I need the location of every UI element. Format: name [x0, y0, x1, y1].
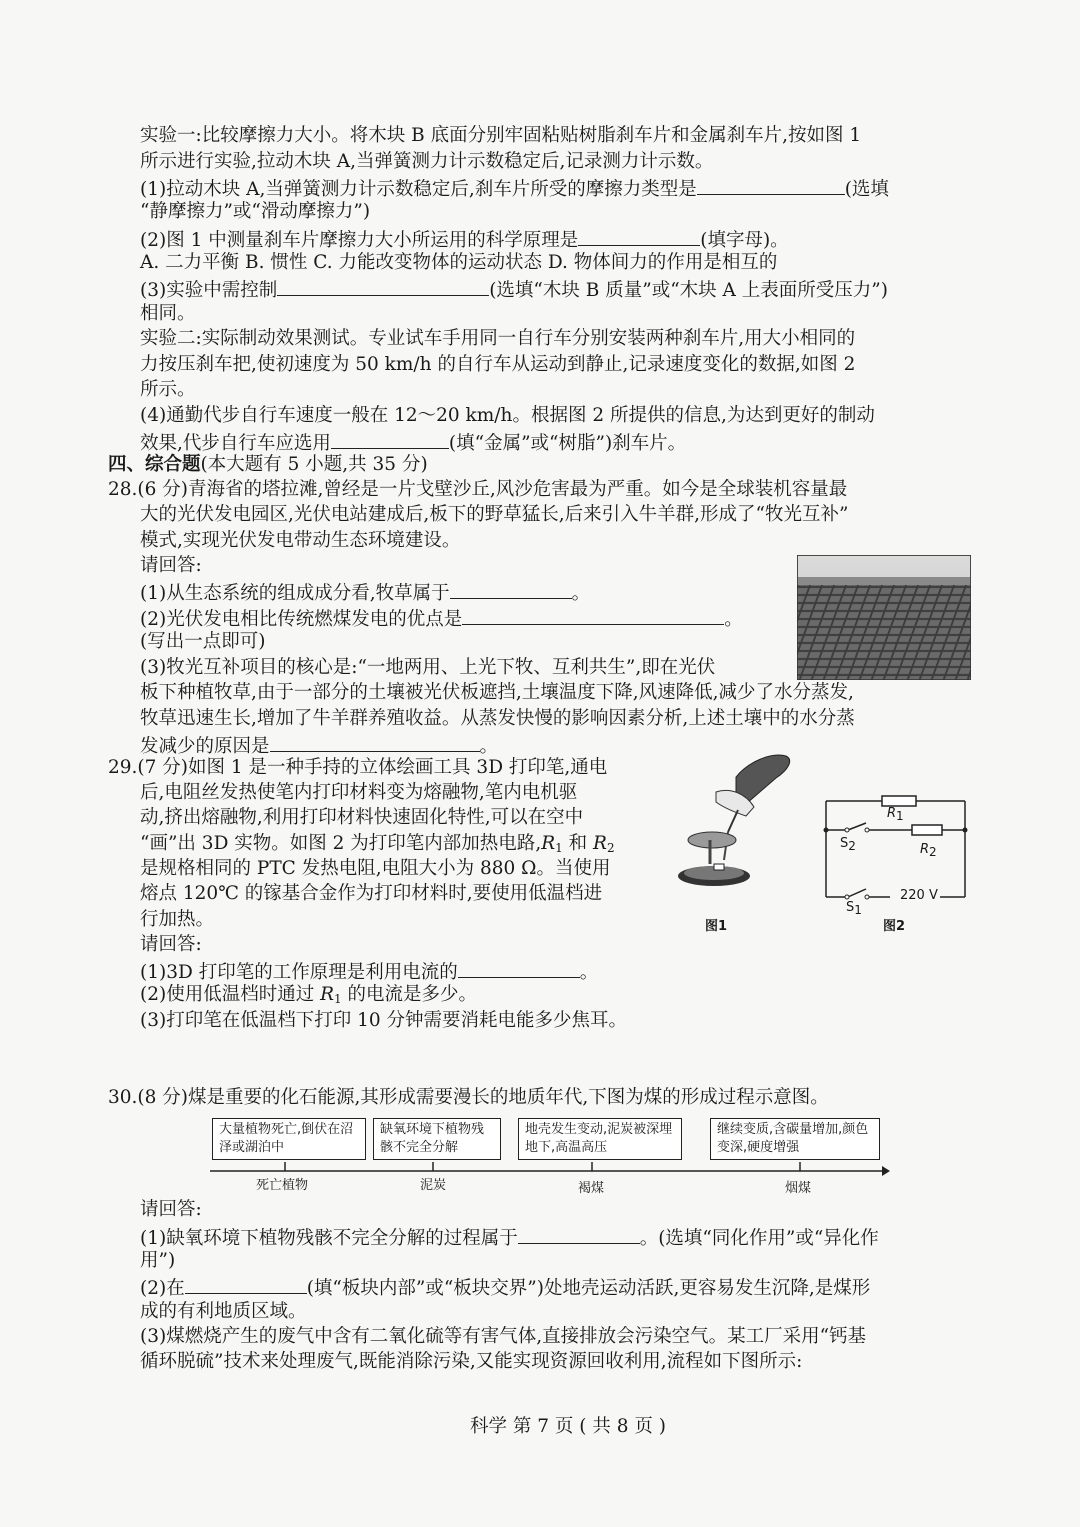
q28-line3: 模式,实现光伏发电带动生态环境建设。 — [140, 530, 461, 551]
q28-sub2-note: (写出一点即可) — [140, 631, 266, 652]
r2-symbol: R — [593, 833, 607, 854]
answer-blank[interactable] — [450, 578, 572, 599]
q30-sub1 — [140, 1223, 879, 1252]
q1-text: (1)拉动木块 A,当弹簧测力计示数稳定后,刹车片所受的摩擦力类型是 — [140, 179, 697, 200]
q30-sub2 — [140, 1273, 870, 1302]
coal-stage-box-4: 继续变质,含碳量增加,颜色变深,硬度增强 — [710, 1118, 880, 1160]
section-note: (本大题有 5 小题,共 35 分) — [200, 454, 428, 475]
coal-stage-box-2: 缺氧环境下植物残骸不完全分解 — [373, 1118, 501, 1160]
q29-line3: 动,挤出熔融物,利用打印材料快速固化特性,可以在空中 — [140, 807, 584, 828]
q29-line4-text: “画”出 3D 实物。如图 2 为打印笔内部加热电路, — [140, 833, 542, 854]
page-footer: 科学 第 7 页 ( 共 8 页 ) — [470, 1416, 667, 1437]
q30-sub3-line1: (3)煤燃烧产生的废气中含有二氧化硫等有害气体,直接排放会污染空气。某工厂采用“钙基 — [140, 1326, 867, 1347]
period: 。 — [571, 583, 591, 604]
q29-line2: 后,电阻丝发热使笔内打印材料变为熔融物,笔内电机驱 — [140, 782, 578, 803]
exp1-line1: 实验一:比较摩擦力大小。将木块 B 底面分别牢固粘贴树脂刹车片和金属刹车片,按如图 1 — [140, 125, 862, 146]
exp1-q2-options: A. 二力平衡 B. 惯性 C. 力能改变物体的运动状态 D. 物体间力的作用是相互的 — [140, 252, 778, 273]
solar-farm-photo — [797, 555, 971, 680]
and-text: 和 — [562, 833, 594, 854]
answer-blank[interactable] — [578, 225, 700, 246]
q29-sub1-text: (1)3D 打印笔的工作原理是利用电流的 — [140, 962, 458, 983]
q28-sub1 — [140, 578, 590, 607]
exp1-line2: 所示进行实验,拉动木块 A,当弹簧测力计示数稳定后,记录测力计示数。 — [140, 151, 714, 172]
exp2-line3: 所示。 — [140, 379, 196, 400]
figure-1-caption: 图1 — [705, 919, 728, 934]
exp2-question4: (4)通勤代步自行车速度一般在 12～20 km/h。根据图 2 所提供的信息,为达到更好的制动 — [140, 405, 875, 426]
q30-sub1-text: (1)缺氧环境下植物残骸不完全分解的过程属于 — [140, 1228, 518, 1249]
answer-blank[interactable] — [277, 275, 489, 296]
q29-sub2-text: (2)使用低温档时通过 — [140, 984, 321, 1005]
s1-label — [846, 900, 862, 917]
exp1-q3-end: 相同。 — [140, 303, 196, 324]
answer-blank[interactable] — [462, 604, 724, 625]
r2-label — [920, 842, 937, 859]
r1-subscript: 1 — [555, 841, 563, 855]
q28-sub3-text: 发减少的原因是 — [140, 736, 270, 757]
r1-symbol: R — [887, 806, 897, 821]
timeline-label-bituminous: 烟煤 — [785, 1181, 812, 1196]
exp2-line2: 力按压刹车把,使初速度为 50 km/h 的自行车从运动到静止,记录速度变化的数据,如图 2 — [140, 354, 856, 375]
r2-symbol: R — [920, 842, 930, 857]
q28-sub3-line3: 牧草迅速生长,增加了牛羊群养殖收益。从蒸发快慢的影响因素分析,上述土壤中的水分蒸 — [140, 708, 855, 729]
q28-sub1-text: (1)从生态系统的组成成分看,牧草属于 — [140, 583, 450, 604]
voltage-label: 220 V — [900, 888, 938, 903]
q3-text: (3)实验中需控制 — [140, 280, 278, 301]
answer-blank[interactable] — [185, 1273, 307, 1294]
q29-ask: 请回答: — [140, 934, 202, 955]
r1-symbol: R — [320, 984, 335, 1005]
q30-sub1-end: 用”) — [140, 1250, 176, 1271]
answer-blank[interactable] — [697, 174, 845, 195]
coal-stage-box-1: 大量植物死亡,倒伏在沼泽或湖泊中 — [212, 1118, 366, 1160]
q30-sub2-hint: (填“板块内部”或“板块交界”)处地壳运动活跃,更容易发生沉降,是煤形 — [306, 1278, 871, 1299]
r1-subscript: 1 — [334, 992, 342, 1006]
exp1-question3 — [140, 275, 888, 304]
s1-subscript: 1 — [854, 903, 862, 917]
q28-line1: 28.(6 分)青海省的塔拉滩,曾经是一片戈壁沙丘,风沙危害最为严重。如今是全球装机容量最 — [108, 479, 848, 500]
section-heading — [108, 452, 428, 478]
answer-blank[interactable] — [331, 428, 449, 449]
q4-hint: (填“金属”或“树脂”)刹车片。 — [448, 433, 687, 454]
q1-hint: (选填 — [844, 179, 889, 200]
period: 。 — [724, 609, 743, 630]
exp2-line1: 实验二:实际制动效果测试。专业试车手用同一自行车分别安装两种刹车片,用大小相同的 — [140, 328, 856, 349]
s1-symbol: S — [846, 900, 855, 915]
timeline-label-dead-plants: 死亡植物 — [256, 1178, 309, 1193]
q29-sub3: (3)打印笔在低温档下打印 10 分钟需要消耗电能多少焦耳。 — [140, 1010, 628, 1031]
q30-line1: 30.(8 分)煤是重要的化石能源,其形成需要漫长的地质年代,下图为煤的形成过程示意图。 — [108, 1087, 829, 1108]
q29-line1: 29.(7 分)如图 1 是一种手持的立体绘画工具 3D 打印笔,通电 — [108, 757, 608, 778]
r2-subscript: 2 — [929, 845, 937, 859]
q2-hint: (填字母)。 — [700, 230, 789, 251]
s2-label — [840, 836, 856, 853]
q3-hint: (选填“木块 B 质量”或“木块 A 上表面所受压力”) — [489, 280, 888, 301]
s2-subscript: 2 — [848, 839, 856, 853]
r1-symbol: R — [541, 833, 556, 854]
q28-sub2-text: (2)光伏发电相比传统燃煤发电的优点是 — [140, 609, 463, 630]
coal-stage-box-3: 地壳发生变动,泥炭被深埋地下,高温高压 — [518, 1118, 682, 1160]
q4-text: 效果,代步自行车应选用 — [140, 433, 331, 454]
answer-blank[interactable] — [518, 1223, 640, 1244]
r1-subscript: 1 — [896, 809, 904, 823]
q29-sub2-end: 的电流是多少。 — [341, 984, 478, 1005]
q30-sub1-hint: 。(选填“同化作用”或“异化作 — [639, 1228, 879, 1249]
q2-text: (2)图 1 中测量刹车片摩擦力大小所运用的科学原理是 — [140, 230, 579, 251]
3d-pen-illustration — [676, 752, 796, 892]
period: 。 — [579, 962, 599, 983]
answer-blank[interactable] — [270, 731, 480, 752]
figure-2-caption: 图2 — [883, 919, 906, 934]
answer-blank[interactable] — [458, 957, 580, 978]
exp1-q1-options: “静摩擦力”或“滑动摩擦力”) — [140, 201, 371, 222]
q29-line5: 是规格相同的 PTC 发热电阻,电阻大小为 880 Ω。当使用 — [140, 858, 611, 879]
q29-line7: 行加热。 — [140, 909, 215, 930]
period: 。 — [479, 736, 499, 757]
timeline-arrow — [210, 1162, 890, 1178]
timeline-label-peat: 泥炭 — [420, 1178, 447, 1193]
q30-sub3-line2: 循环脱硫”技术来处理废气,既能消除污染,又能实现资源回收利用,流程如下图所示: — [140, 1351, 803, 1372]
timeline-label-lignite: 褐煤 — [578, 1181, 605, 1196]
q28-sub3-line1: (3)牧光互补项目的核心是:“一地两用、上光下牧、互利共生”,即在光伏 — [140, 657, 716, 678]
r1-label — [887, 806, 904, 823]
r2-subscript: 2 — [606, 841, 615, 855]
s2-symbol: S — [840, 836, 849, 851]
q28-line2: 大的光伏发电园区,光伏电站建成后,板下的野草猛长,后来引入牛羊群,形成了“牧光互补” — [140, 504, 849, 525]
q28-sub3-line2: 板下种植牧草,由于一部分的土壤被光伏板遮挡,土壤温度下降,风速降低,减少了水分蒸发, — [140, 682, 854, 703]
q30-sub2-end: 成的有利地质区域。 — [140, 1301, 307, 1322]
q28-ask: 请回答: — [140, 555, 202, 576]
q30-sub2-text: (2)在 — [140, 1278, 185, 1299]
section-title: 四、综合题 — [108, 454, 201, 475]
q30-ask: 请回答: — [140, 1199, 202, 1220]
q29-line6: 熔点 120℃ 的镓基合金作为打印材料时,要使用低温档进 — [140, 883, 603, 904]
